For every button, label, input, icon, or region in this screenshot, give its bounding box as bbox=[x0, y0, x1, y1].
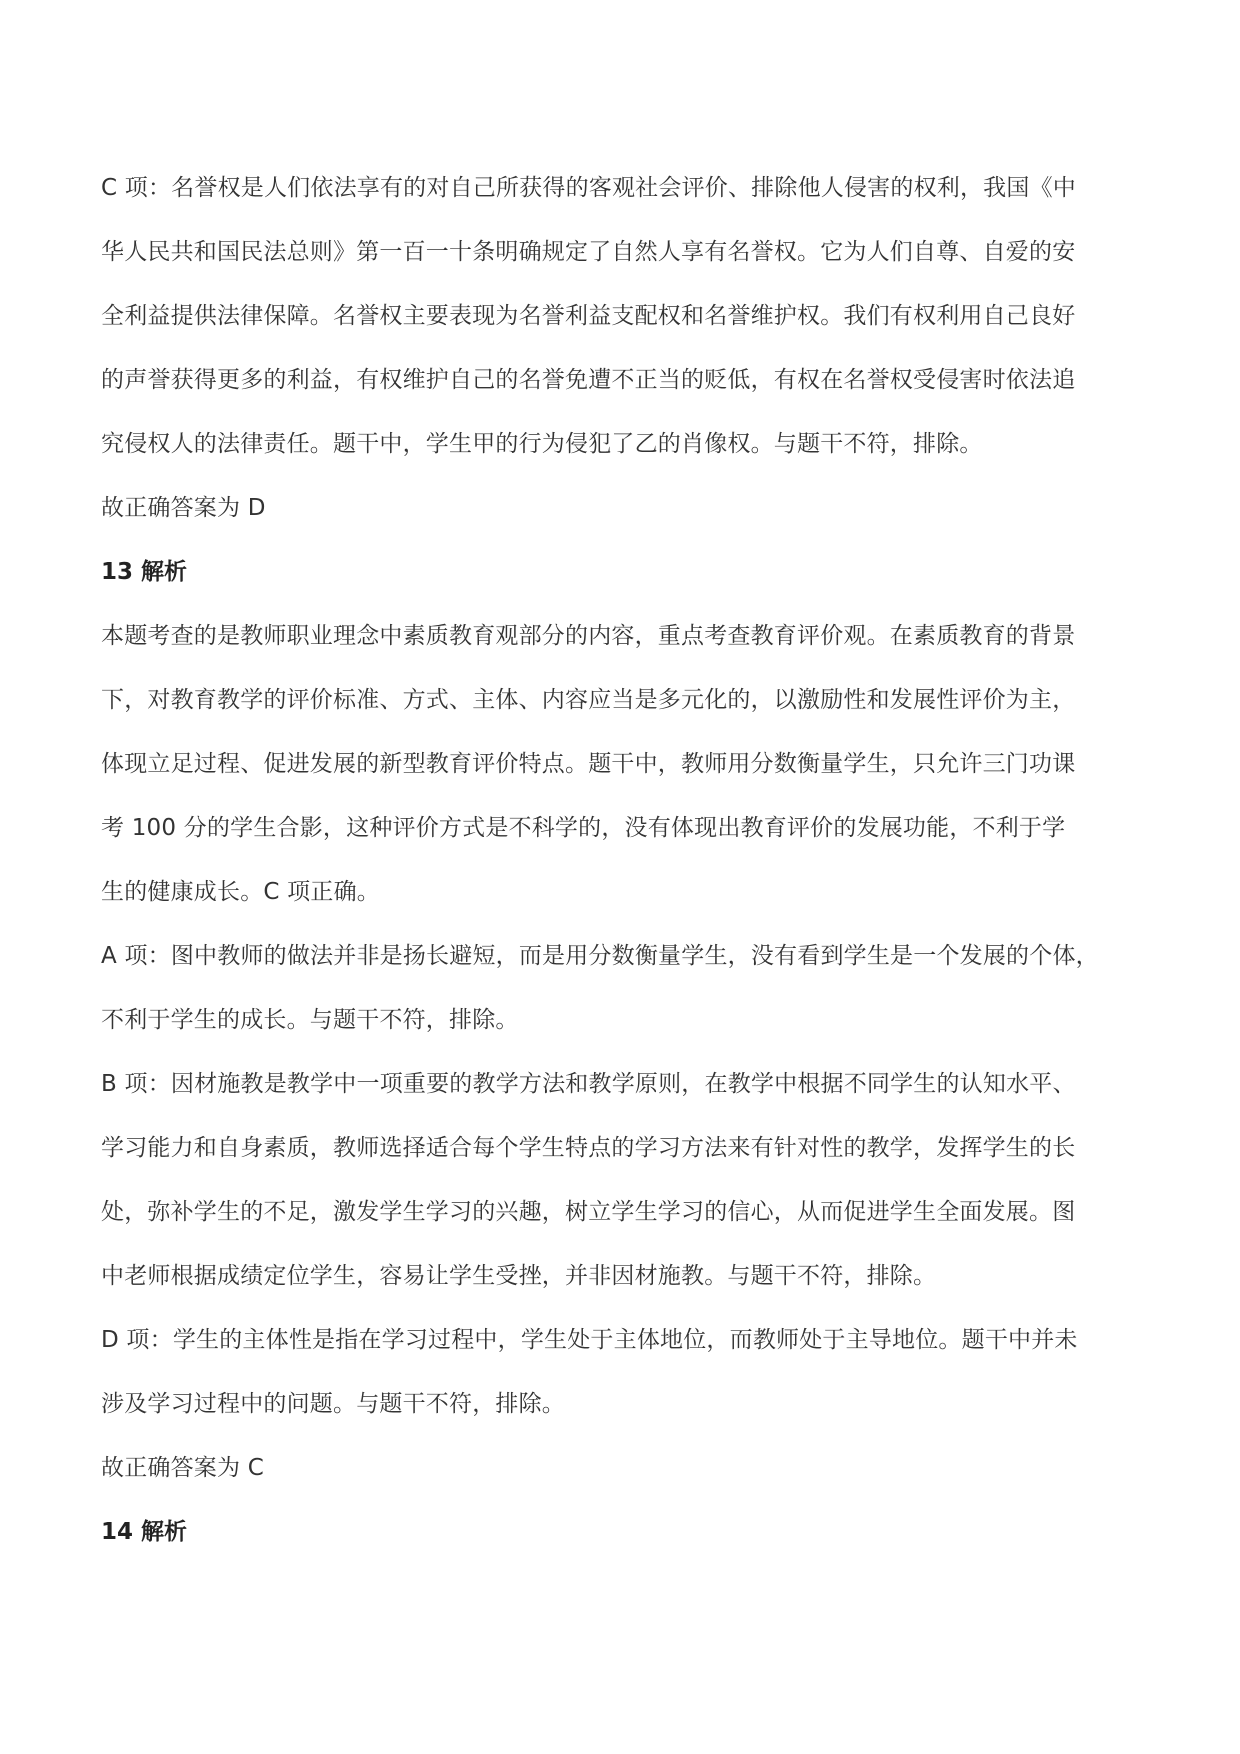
text-line: 中老师根据成绩定位学生，容易让学生受挫，并非因材施教。与题干不符，排除。 bbox=[101, 1263, 937, 1289]
answer-line-13 bbox=[101, 1436, 1161, 1500]
text-line: D 项：学生的主体性是指在学习过程中，学生处于主体地位，而教师处于主导地位。题干中并未 bbox=[101, 1327, 1078, 1353]
text-line: 涉及学习过程中的问题。与题干不符，排除。 bbox=[101, 1391, 565, 1417]
text-line: 故正确答案为 C bbox=[101, 1455, 264, 1481]
text-line: 14 解析 bbox=[101, 1519, 188, 1545]
paragraph-13-d-item bbox=[101, 1308, 1161, 1436]
text-line: 处，弥补学生的不足，激发学生学习的兴趣，树立学生学习的信心，从而促进学生全面发展。图 bbox=[101, 1199, 1076, 1225]
text-line: 生的健康成长。C 项正确。 bbox=[101, 879, 380, 905]
text-line: 不利于学生的成长。与题干不符，排除。 bbox=[101, 1007, 519, 1033]
text-line: 故正确答案为 D bbox=[101, 495, 266, 521]
heading-14-analysis bbox=[101, 1500, 1161, 1564]
text-line: B 项：因材施教是教学中一项重要的教学方法和教学原则，在教学中根据不同学生的认知水平、 bbox=[101, 1071, 1076, 1097]
text-line: 学习能力和自身素质，教师选择适合每个学生特点的学习方法来有针对性的教学，发挥学生的长 bbox=[101, 1135, 1076, 1161]
paragraph-13-b-item bbox=[101, 1052, 1161, 1308]
text-line: 本题考查的是教师职业理念中素质教育观部分的内容，重点考查教育评价观。在素质教育的背景 bbox=[101, 623, 1076, 649]
document-page bbox=[101, 156, 1161, 1564]
text-line: 体现立足过程、促进发展的新型教育评价特点。题干中，教师用分数衡量学生，只允许三门功课 bbox=[101, 751, 1076, 777]
paragraph-c-item-reputation bbox=[101, 156, 1161, 476]
heading-13-analysis bbox=[101, 540, 1161, 604]
text-line: 13 解析 bbox=[101, 559, 188, 585]
text-line: A 项：图中教师的做法并非是扬长避短，而是用分数衡量学生，没有看到学生是一个发展的个体， bbox=[101, 943, 1099, 969]
paragraph-13-main bbox=[101, 604, 1161, 924]
text-line: 考 100 分的学生合影，这种评价方式是不科学的，没有体现出教育评价的发展功能，不利于学 bbox=[101, 815, 1066, 841]
paragraph-13-a-item bbox=[101, 924, 1161, 1052]
text-line: 究侵权人的法律责任。题干中，学生甲的行为侵犯了乙的肖像权。与题干不符，排除。 bbox=[101, 431, 983, 457]
text-line: C 项：名誉权是人们依法享有的对自己所获得的客观社会评价、排除他人侵害的权利，我国《中 bbox=[101, 175, 1076, 201]
text-line: 华人民共和国民法总则》第一百一十条明确规定了自然人享有名誉权。它为人们自尊、自爱的安 bbox=[101, 239, 1076, 265]
text-line: 的声誉获得更多的利益，有权维护自己的名誉免遭不正当的贬低，有权在名誉权受侵害时依法追 bbox=[101, 367, 1076, 393]
answer-line-12 bbox=[101, 476, 1161, 540]
text-line: 全利益提供法律保障。名誉权主要表现为名誉利益支配权和名誉维护权。我们有权利用自己良好 bbox=[101, 303, 1076, 329]
text-line: 下，对教育教学的评价标准、方式、主体、内容应当是多元化的，以激励性和发展性评价为主， bbox=[101, 687, 1076, 713]
